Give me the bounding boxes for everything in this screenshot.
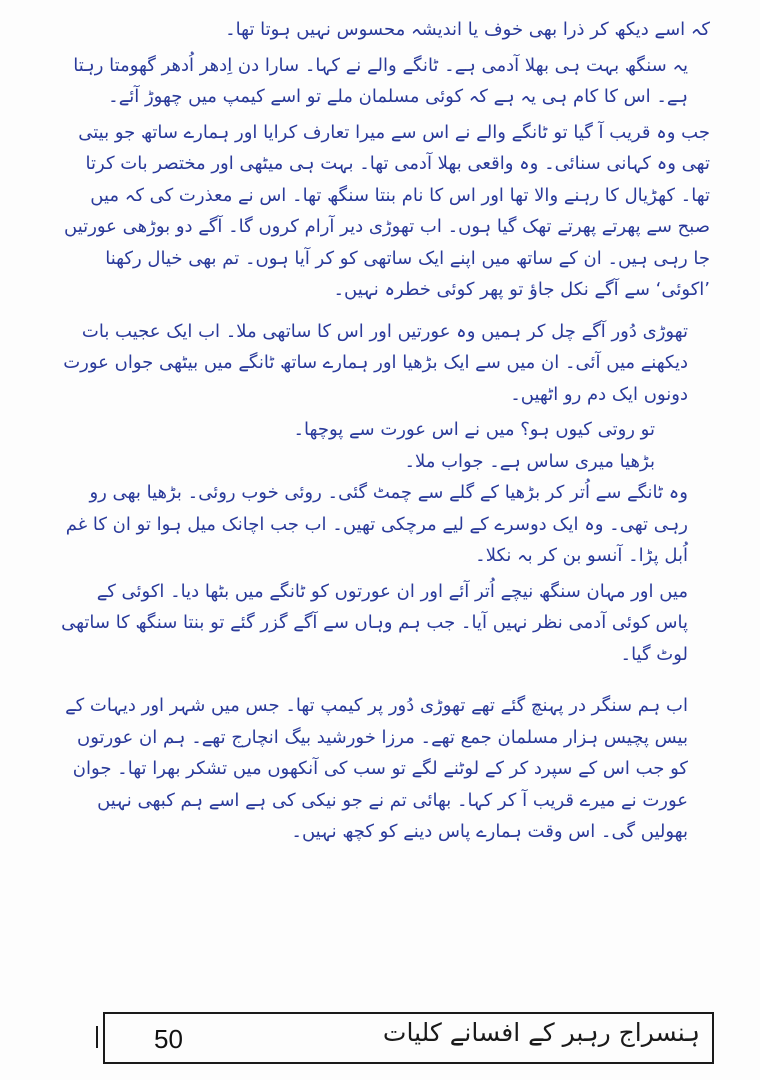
page-number: 50 xyxy=(154,1024,183,1054)
handwritten-text-body xyxy=(60,14,710,848)
paragraph-7: وہ ٹانگے سے اُتر کر بڑھیا کے گلے سے چمٹ گئی۔ روئی خوب روئی۔ بڑھیا بھی رو رہی تھی۔ وہ ایک دوسرے کے لیے مرچکی تھیں۔ اب جب اچانک میل ہوا تو ان کا غم اُبل پڑا۔ آنسو بن کر بہ نکلا۔ xyxy=(65,482,688,566)
paragraph-4: تھوڑی دُور آگے چل کر ہمیں وہ عورتیں اور اس کا ساتھی ملا۔ اب ایک عجیب بات دیکھنے میں آئی۔ ان میں سے ایک بڑھیا اور ہمارے ساتھ ٹانگے میں بیٹھی جواں عورت دونوں ایک دم رو اٹھیں۔ xyxy=(63,320,688,405)
paragraph-5: تو روتی کیوں ہو؟ میں نے اس عورت سے پوچھا۔ xyxy=(293,419,655,440)
paragraph-9: اب ہم سنگر در پہنچ گئے تھے تھوڑی دُور پر کیمپ تھا۔ جس میں شہر اور دیہات کے بیس پچیس ہزار مسلمان جمع تھے۔ مرزا خورشید بیگ انچارج تھے۔ ہم ان عورتوں کو جب اس کے سپرد کر کے لوٹنے لگے تو سب کی آنکھوں میں تشکر بھرا تھا۔ جوان عورت نے میرے قریب آ کر کہا۔ بھائی تم نے جو نیکی کی ہے اسے ہم کبھی نہیں بھولیں گی۔ اس وقت ہمارے پاس دینے کو کچھ نہیں۔ xyxy=(65,695,688,842)
paragraph-2: یہ سنگھ بہت ہی بھلا آدمی ہے۔ ٹانگے والے نے کہا۔ سارا دن اِدھر اُدھر گھومتا رہتا ہے۔ اس کا کام ہی یہ ہے کہ کوئی مسلمان ملے تو اسے کیمپ میں چھوڑ آئے۔ xyxy=(73,54,688,107)
paragraph-3: جب وہ قریب آ گیا تو ٹانگے والے نے اس سے میرا تعارف کرایا اور ہمارے ساتھ جو بیتی تھی وہ کہانی سنائی۔ وہ واقعی بھلا آدمی تھا۔ بہت ہی میٹھی اور مختصر بات کرتا تھا۔ کھڑیال کا رہنے والا تھا اور اس کا نام بنتا سنگھ تھا۔ اس نے معذرت کی کہ میں صبح سے پھرتے پھرتے تھک گیا ہوں۔ اب تھوڑی دیر آرام کروں گا۔ آگے دو بوڑھی عورتیں جا رہی ہیں۔ ان کے ساتھ میں اپنے ایک ساتھی کو کر آیا ہوں۔ تم بھی خیال رکھنا ’اکوئی‘ سے آگے نکل جاؤ تو پھر کوئی خطرہ نہیں۔ xyxy=(64,121,710,300)
paragraph-1: کہ اسے دیکھ کر ذرا بھی خوف یا اندیشہ محسوس نہیں ہوتا تھا۔ xyxy=(225,19,710,40)
paragraph-8: میں اور مہان سنگھ نیچے اُتر آئے اور ان عورتوں کو ٹانگے میں بٹھا دیا۔ اکوئی کے پاس کوئی آدمی نظر نہیں آیا۔ جب ہم وہاں سے آگے گزر گئے تو بنتا سنگھ کا ساتھی لوٹ گیا۔ xyxy=(61,580,688,665)
footer-margin-mark xyxy=(96,1026,98,1048)
book-title: ہنسراج رہبر کے افسانے کلیات xyxy=(382,1018,700,1047)
paragraph-6: بڑھیا میری ساس ہے۔ جواب ملا۔ xyxy=(404,450,655,472)
